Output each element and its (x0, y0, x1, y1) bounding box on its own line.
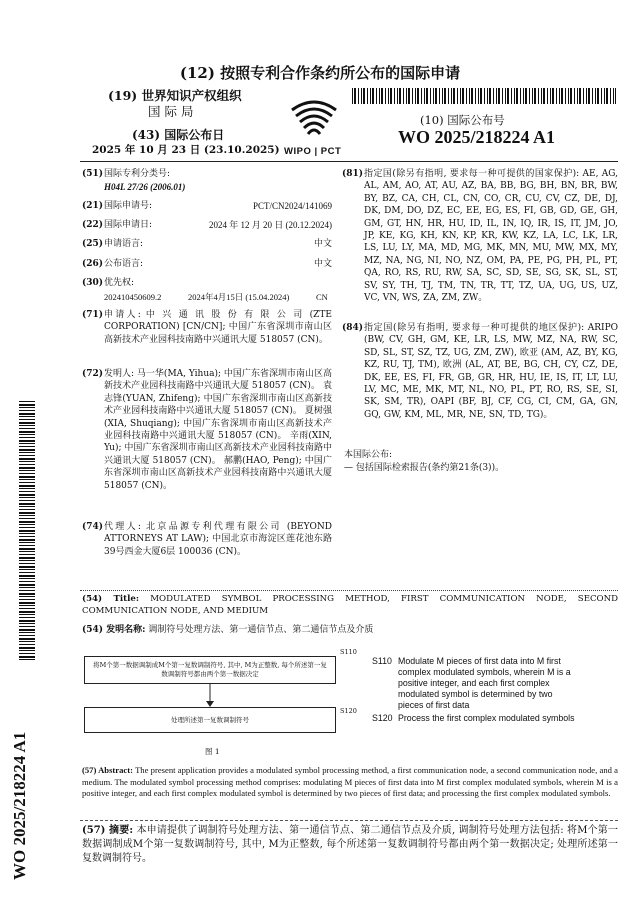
field-25-value: 中文 (313, 239, 332, 249)
field-30-number: 202410450609.2 (104, 292, 162, 302)
pub-date: 2025 年 10 月 23 日 (23.10.2025) (92, 144, 280, 156)
abstract-zh-text: 本申请提供了调制符号处理方法、第一通信节点、第二通信节点及介质, 调制符号处理方法包括: 将M个第一数据调制成M个第一复数调制符号, 其中, M为正整数, 每个所述第一复数调制符号都由两个第一数据决定; 处理所述第一复数调制符号。 (82, 825, 618, 864)
field-71-text: 申请人: 中 兴 通 讯 股 份 有 限 公 司 (ZTE CORPORATION) [CN/CN]; 中国广东省深圳市南山区高新技术产业园科技南路中兴通讯大厦 518057 (CN)。 (104, 310, 332, 345)
wipo-logo (284, 92, 344, 157)
header-rule (80, 161, 618, 162)
title-zh (82, 624, 618, 636)
figure-step-s110-box: 将M个第一数据调制成M个第一复数调制符号, 其中, M为正整数, 每个所述第一复数调制符号都由两个第一数据决定 (84, 656, 336, 684)
field-51-value: H04L 27/26 (2006.01) (104, 182, 186, 192)
abstract-zh (82, 824, 618, 866)
figure-legend-s110-text: Modulate M pieces of first data into M first complex modulated symbols, wherein M is a positive integer, and each first complex modulated symbol is determined by two pieces of first data (398, 656, 571, 710)
field-26-title: 公布语言: (104, 259, 144, 269)
field-81-label: (81) (342, 169, 364, 179)
field-22-title: 国际申请日: (104, 220, 153, 230)
abstract-en (82, 765, 618, 800)
field-51-label: (51) (82, 169, 104, 179)
field-51-title: 国际专利分类号: (104, 169, 171, 179)
field-26-value: 中文 (313, 259, 332, 269)
document-type-heading: (12) 按照专利合作条约所公布的国际申请 (179, 64, 461, 82)
field-30-country: CN (316, 292, 328, 302)
field-25-title: 申请语言: (104, 239, 144, 249)
published-title: 本国际公布: (344, 450, 393, 460)
figure-legend-s120-ref: S120 (372, 713, 393, 723)
field-72-text: 发明人: 马一华(MA, Yihua); 中国广东省深圳市南山区高新技术产业园科技南路中兴通讯大厦 518057 (CN)。 袁志锋(YUAN, Zhifeng); 中国广东省深圳市南山区高新技术产业园科技南路中兴通讯大厦 518057 (CN)。 夏树强(XIA, Shuqiang); 中国广东省深圳市南山区高新技术产业园科技南路中兴通讯大厦 518057 (CN)。 辛雨(XIN, Yu); 中国广东省深圳市南山区高新技术产业园科技南路中兴通讯大厦 518057 (CN)。 郝鹏(HAO, Peng); 中国广东省深圳市南山区高新技术产业园科技南路中兴通讯大厦 518057 (CN)。 (104, 369, 332, 491)
field-30-title: 优先权: (104, 278, 135, 288)
field-21-value: PCT/CN2024/141069 (252, 201, 332, 211)
figure-step-s110-ref: S110 (340, 648, 357, 656)
wipo-emblem-icon (284, 92, 344, 138)
field-26-label: (26) (82, 259, 104, 269)
pub-number-label: (10) 国际公布号 (420, 113, 505, 127)
field-21-title: 国际申请号: (104, 201, 153, 211)
field-30-date: 2024年4月15日 (15.04.2024) (188, 292, 290, 302)
wipo-logo-text: WIPO | PCT (284, 146, 342, 157)
field-22-label: (22) (82, 220, 104, 230)
field-21-label: (21) (82, 201, 104, 211)
field-72-label: (72) (82, 369, 104, 379)
abstract-en-label: (57) Abstract: (82, 765, 133, 775)
abstract-en-text: The present application provides a modulated symbol processing method, a first communication node, a second communication node, and a medium. The modulated symbol processing method comprises: modulating M pieces of first data into M first complex modulated symbols, wherein M is a positive integer, and each first complex modulated symbol is determined by two pieces of first data; and processing the first complex modulated symbols. (82, 765, 618, 799)
title-en-text: MODULATED SYMBOL PROCESSING METHOD, FIRST COMMUNICATION NODE, SECOND COMMUNICATION NODE, AND MEDIUM (82, 594, 618, 616)
field-25-label: (25) (82, 239, 104, 249)
field-84-label: (84) (342, 323, 364, 333)
side-pub-number: WO 2025/218224 A1 (10, 731, 29, 880)
figure-legend-s120-text: Process the first complex modulated symbols (398, 713, 575, 723)
field-22-value: 2024 年 12 月 20 日 (20.12.2024) (209, 220, 332, 230)
pub-number: WO 2025/218224 A1 (398, 127, 556, 147)
field-30-label: (30) (82, 278, 104, 288)
field-74-label: (74) (82, 522, 104, 532)
figure-step-s120-ref: S120 (340, 707, 357, 715)
figure-flow-arrow (200, 684, 220, 708)
barcode-vertical (19, 400, 35, 660)
figure-step-s120-box: 处理所述第一复数调制符号 (84, 707, 336, 733)
org-name: (19) 世界知识产权组织 (108, 88, 242, 103)
pub-date-label: (43) 国际公布日 (132, 128, 225, 142)
field-84-text: 指定国(除另有指明, 要求每一种可提供的地区保护): ARIPO (BW, CV, GH, GM, KE, LR, LS, MW, MZ, NA, RW, SC, SD, SL, ST, SZ, TZ, UG, ZM, ZW), 欧亚 (AM, AZ, BY, KG, KZ, RU, TJ, TM), 欧洲 (AL, AT, BE, BG, CH, CY, CZ, DE, DK, EE, ES, FI, FR, GB, GR, HR, HU, IE, IS, IT, LT, LU, LV, MC, ME, MK, MT, NL, NO, PL, PT, RO, RS, SE, SI, SK, SM, TR), OAPI (BF, BJ, CF, CG, CI, CM, GA, GN, GQ, GW, KM, ML, MR, NE, SN, TD, TG)。 (364, 323, 618, 420)
title-en (82, 594, 618, 617)
title-en-label: (54) Title: (82, 594, 140, 604)
abstract-zh-label: (57) 摘要: (82, 825, 134, 836)
figure-legend-s110-ref: S110 (372, 656, 392, 666)
field-74-text: 代理人: 北京品源专利代理有限公司 (BEYOND ATTORNEYS AT LAW); 中国北京市海淀区莲花池东路39号西金大厦6层 100036 (CN)。 (104, 522, 332, 557)
field-71-label: (71) (82, 310, 104, 320)
abstract-separator (80, 820, 618, 821)
field-81-text: 指定国(除另有指明, 要求每一种可提供的国家保护): AE, AG, AL, AM, AO, AT, AU, AZ, BA, BB, BG, BH, BN, BR, BW, BY, BZ, CA, CH, CL, CN, CO, CR, CU, CV, CZ, DE, DJ, DK, DM, DO, DZ, EC, EE, EG, ES, FI, GB, GD, GE, GH, GM, GT, HN, HR, HU, ID, IL, IN, IQ, IR, IS, IT, JM, JO, JP, KE, KG, KH, KN, KP, KR, KW, KZ, LA, LC, LK, LR, LS, LU, LY, MA, MD, MG, MK, MN, MU, MW, MX, MY, MZ, NA, NG, NI, NO, NZ, OM, PA, PE, PG, PH, PL, PT, QA, RO, RS, RU, RW, SA, SC, SD, SE, SG, SK, SL, ST, SV, SY, TH, TJ, TM, TN, TR, TT, TZ, UA, UG, US, UZ, VC, VN, WS, ZA, ZM, ZW。 (364, 169, 618, 304)
title-rule (80, 590, 618, 591)
figure-caption: 图 1 (205, 747, 220, 756)
published-item: — 包括国际检索报告(条约第21条(3))。 (344, 463, 505, 473)
org-bureau: 国 际 局 (148, 104, 194, 119)
barcode-horizontal (352, 88, 616, 104)
title-zh-text: 调制符号处理方法、第一通信节点、第二通信节点及介质 (148, 625, 374, 635)
title-zh-label: (54) 发明名称: (82, 625, 146, 635)
